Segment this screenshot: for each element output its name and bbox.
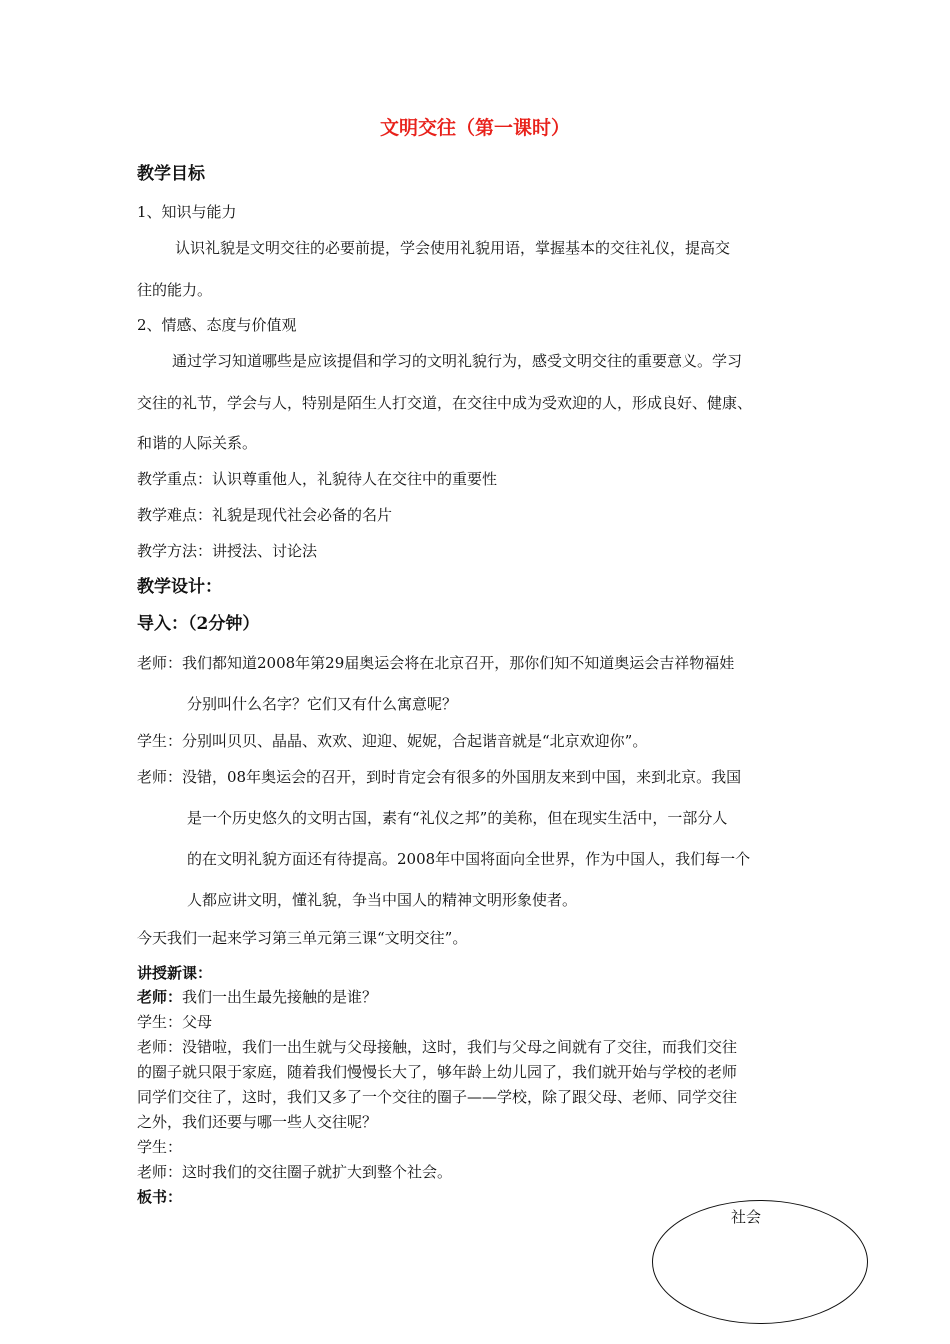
society-circle-label: 社会 [731,1208,762,1226]
objective-2-text-line: 交往的礼节，学会与人，特别是陌生人打交道，在交往中成为受欢迎的人，形成良好、健康、 [137,394,753,412]
intro-closing: 今天我们一起来学习第三单元第三课“文明交往”。 [137,929,468,947]
dialogue-line: 老师：我们都知道2008年第29届奥运会将在北京召开，那你们知不知道奥运会吉祥物福娃 [137,654,735,672]
dialogue-line: 分别叫什么名字？它们又有什么寓意呢？ [187,695,458,713]
dialogue-line: 之外，我们还要与哪一些人交往呢？ [137,1113,378,1131]
dialogue-line: 的圈子就只限于家庭，随着我们慢慢长大了，够年龄上幼儿园了，我们就开始与学校的老师 [137,1063,738,1081]
dialogue-line: 人都应讲文明，懂礼貌，争当中国人的精神文明形象使者。 [187,891,578,909]
objective-2-text-line: 通过学习知道哪些是应该提倡和学习的文明礼貌行为，感受文明交往的重要意义。学习 [172,352,743,370]
difficulty: 教学难点：礼貌是现代社会必备的名片 [137,506,393,524]
teaching-method: 教学方法：讲授法、讨论法 [137,542,318,560]
dialogue-line: 的在文明礼貌方面还有待提高。2008年中国将面向全世界，作为中国人，我们每一个 [187,850,751,868]
objective-1-text-line: 往的能力。 [137,281,213,299]
design-heading: 教学设计： [137,577,222,597]
dialogue-line: 老师：这时我们的交往圈子就扩大到整个社会。 [137,1163,453,1181]
intro-heading: 导入：（2分钟） [137,614,260,634]
dialogue-line: 同学们交往了，这时，我们又多了一个交往的圈子——学校，除了跟父母、老师、同学交往 [137,1088,738,1106]
dialogue-line: 学生：父母 [137,1013,213,1031]
key-point: 教学重点：认识尊重他人，礼貌待人在交往中的重要性 [137,470,498,488]
objective-1-heading: 1、知识与能力 [137,203,237,221]
speaker-label: 老师： [137,988,183,1006]
dialogue-line: 老师：没错，08年奥运会的召开，到时肯定会有很多的外国朋友来到中国，来到北京。我国 [137,768,742,786]
objectives-heading: 教学目标 [137,164,205,184]
objective-1-text-line: 认识礼貌是文明交往的必要前提，学会使用礼貌用语，掌握基本的交往礼仪，提高交 [175,239,731,257]
dialogue-line: 学生：分别叫贝贝、晶晶、欢欢、迎迎、妮妮，合起谐音就是“北京欢迎你”。 [137,732,648,750]
dialogue-line: 老师：没错啦，我们一出生就与父母接触，这时，我们与父母之间就有了交往，而我们交往 [137,1038,738,1056]
board-heading: 板书： [137,1188,183,1206]
objective-2-text-line: 和谐的人际关系。 [137,434,258,452]
document-title: 文明交往（第一课时） [379,117,570,139]
objective-2-heading: 2、情感、态度与价值观 [137,316,297,334]
dialogue-line: 是一个历史悠久的文明古国，素有“礼仪之邦”的美称，但在现实生活中，一部分人 [187,809,728,827]
dialogue-text: 我们一出生最先接触的是谁？ [182,988,378,1006]
dialogue-line [137,987,377,1007]
new-lesson-heading: 讲授新课： [137,964,213,982]
dialogue-line: 学生： [137,1138,183,1156]
